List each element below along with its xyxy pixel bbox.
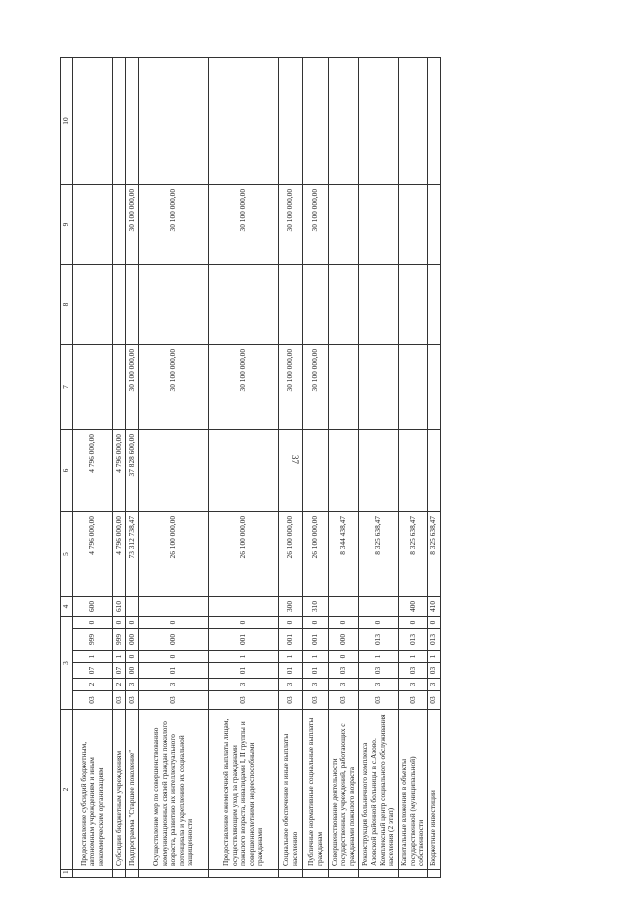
code-part-cell: 0	[113, 616, 126, 628]
code-part-cell: 001	[303, 629, 329, 651]
code-part-cell: 013	[399, 629, 428, 651]
row-name-cell: Реконструкция больничного комплекса Азовской районной больницы в с.Азово. Комплексный центр социального обслуживания населения (2 этап)	[359, 710, 399, 870]
amount-c9-cell	[329, 184, 359, 264]
expense-type-cell: 300	[279, 596, 303, 616]
amount-c5-cell: 26 100 000,00	[209, 511, 279, 596]
row-name-cell: Социальное обеспечение и иные выплаты населению	[279, 710, 303, 870]
header-cell: 2	[61, 710, 73, 870]
amount-c10-cell	[399, 57, 428, 184]
row-marker-cell	[73, 870, 113, 878]
row-name-cell: Публичные нормативные социальные выплаты гражданам	[303, 710, 329, 870]
amount-c5-cell: 26 100 000,00	[303, 511, 329, 596]
amount-c6-cell	[359, 429, 399, 511]
code-part-cell: 03	[279, 691, 303, 710]
code-part-cell: 1	[359, 651, 399, 663]
amount-c7-cell	[113, 344, 126, 429]
code-part-cell: 999	[113, 629, 126, 651]
code-part-cell: 2	[113, 679, 126, 691]
amount-c10-cell	[126, 57, 139, 184]
code-part-cell: 3	[399, 679, 428, 691]
code-part-cell: 3	[139, 679, 209, 691]
row-marker-cell	[113, 870, 126, 878]
amount-c8-cell	[427, 264, 440, 344]
amount-c5-cell: 8 325 638,47	[399, 511, 428, 596]
table-row	[329, 57, 359, 877]
amount-c10-cell	[113, 57, 126, 184]
amount-c10-cell	[427, 57, 440, 184]
row-marker-cell	[329, 870, 359, 878]
code-part-cell: 07	[73, 663, 113, 679]
code-part-cell: 000	[139, 629, 209, 651]
code-part-cell: 3	[303, 679, 329, 691]
expense-type-cell	[209, 596, 279, 616]
code-part-cell: 03	[427, 691, 440, 710]
amount-c8-cell	[329, 264, 359, 344]
amount-c6-cell	[209, 429, 279, 511]
code-part-cell: 0	[139, 651, 209, 663]
amount-c5-cell: 26 100 000,00	[139, 511, 209, 596]
amount-c8-cell	[209, 264, 279, 344]
amount-c6-cell: 4 796 000,00	[113, 429, 126, 511]
amount-c8-cell	[279, 264, 303, 344]
table-row	[113, 57, 126, 877]
code-part-cell: 3	[209, 679, 279, 691]
code-part-cell: 2	[73, 679, 113, 691]
code-part-cell: 3	[359, 679, 399, 691]
code-part-cell: 1	[209, 651, 279, 663]
amount-c8-cell	[303, 264, 329, 344]
amount-c10-cell	[73, 57, 113, 184]
code-part-cell: 001	[209, 629, 279, 651]
table-row	[359, 57, 399, 877]
row-marker-cell	[126, 870, 139, 878]
expense-type-cell	[329, 596, 359, 616]
amount-c7-cell	[399, 344, 428, 429]
header-cell: 3	[61, 616, 73, 709]
amount-c5-cell: 26 100 000,00	[279, 511, 303, 596]
amount-c6-cell: 4 796 000,00	[73, 429, 113, 511]
code-part-cell: 0	[73, 616, 113, 628]
code-part-cell: 03	[113, 691, 126, 710]
amount-c7-cell	[329, 344, 359, 429]
amount-c6-cell	[139, 429, 209, 511]
amount-c9-cell	[113, 184, 126, 264]
amount-c8-cell	[126, 264, 139, 344]
amount-c7-cell	[73, 344, 113, 429]
code-part-cell: 1	[279, 651, 303, 663]
expense-type-cell: 610	[113, 596, 126, 616]
amount-c6-cell: 37 828 600,00	[126, 429, 139, 511]
code-part-cell: 0	[126, 616, 139, 628]
amount-c6-cell	[279, 429, 303, 511]
row-name-cell: Капитальные вложения в объекты государственной (муниципальной) собственности	[399, 710, 428, 870]
header-cell: 7	[61, 344, 73, 429]
header-cell: 10	[61, 57, 73, 184]
code-part-cell: 1	[303, 651, 329, 663]
amount-c8-cell	[359, 264, 399, 344]
amount-c7-cell: 30 100 000,00	[209, 344, 279, 429]
table-row	[399, 57, 428, 877]
amount-c6-cell	[303, 429, 329, 511]
table-row	[73, 57, 113, 877]
code-part-cell: 03	[73, 691, 113, 710]
code-part-cell: 03	[329, 663, 359, 679]
amount-c9-cell: 30 100 000,00	[303, 184, 329, 264]
table-row	[126, 57, 139, 877]
code-part-cell: 01	[139, 663, 209, 679]
code-part-cell: 0	[427, 616, 440, 628]
row-marker-cell	[359, 870, 399, 878]
header-cell: 6	[61, 429, 73, 511]
header-cell: 4	[61, 596, 73, 616]
row-name-cell: Совершенствование деятельности государственных учреждений, работающих с гражданами пожилого возраста	[329, 710, 359, 870]
amount-c7-cell	[427, 344, 440, 429]
amount-c5-cell: 73 312 738,47	[126, 511, 139, 596]
amount-c5-cell: 8 325 638,47	[427, 511, 440, 596]
code-part-cell: 000	[329, 629, 359, 651]
amount-c9-cell: 30 100 000,00	[279, 184, 303, 264]
row-marker-cell	[399, 870, 428, 878]
header-row	[61, 57, 73, 877]
amount-c7-cell: 30 100 000,00	[279, 344, 303, 429]
amount-c8-cell	[73, 264, 113, 344]
amount-c10-cell	[303, 57, 329, 184]
code-part-cell: 01	[279, 663, 303, 679]
expense-type-cell	[359, 596, 399, 616]
code-part-cell: 1	[399, 651, 428, 663]
code-part-cell: 0	[399, 616, 428, 628]
code-part-cell: 03	[329, 691, 359, 710]
row-name-cell: Предоставление ежемесячной выплаты лицам, осуществляющим уход за гражданами пожилого возраста, инвалидами I, II группы и совершеннолетними недееспособными гражданами	[209, 710, 279, 870]
code-part-cell: 0	[329, 651, 359, 663]
table-row	[209, 57, 279, 877]
row-name-cell: Подпрограмма "Старшее поколение"	[126, 710, 139, 870]
row-marker-cell	[209, 870, 279, 878]
amount-c8-cell	[113, 264, 126, 344]
code-part-cell: 000	[126, 629, 139, 651]
amount-c5-cell: 4 796 000,00	[113, 511, 126, 596]
code-part-cell: 03	[427, 663, 440, 679]
amount-c6-cell	[427, 429, 440, 511]
amount-c9-cell: 30 100 000,00	[139, 184, 209, 264]
amount-c9-cell	[399, 184, 428, 264]
header-cell: 8	[61, 264, 73, 344]
amount-c10-cell	[359, 57, 399, 184]
code-part-cell: 0	[126, 651, 139, 663]
expense-type-cell: 310	[303, 596, 329, 616]
amount-c7-cell: 30 100 000,00	[126, 344, 139, 429]
code-part-cell: 999	[73, 629, 113, 651]
expense-type-cell	[126, 596, 139, 616]
expense-type-cell: 400	[399, 596, 428, 616]
code-part-cell: 03	[359, 663, 399, 679]
code-part-cell: 3	[427, 679, 440, 691]
code-part-cell: 03	[303, 691, 329, 710]
code-part-cell: 3	[329, 679, 359, 691]
table-row	[279, 57, 303, 877]
expense-type-cell: 600	[73, 596, 113, 616]
code-part-cell: 1	[113, 651, 126, 663]
amount-c10-cell	[139, 57, 209, 184]
code-part-cell: 001	[279, 629, 303, 651]
amount-c8-cell	[399, 264, 428, 344]
amount-c9-cell	[427, 184, 440, 264]
code-part-cell: 03	[126, 691, 139, 710]
amount-c7-cell: 30 100 000,00	[139, 344, 209, 429]
budget-table	[60, 57, 441, 878]
code-part-cell: 013	[427, 629, 440, 651]
code-part-cell: 00	[126, 663, 139, 679]
amount-c9-cell: 30 100 000,00	[126, 184, 139, 264]
expense-type-cell: 410	[427, 596, 440, 616]
code-part-cell: 0	[359, 616, 399, 628]
amount-c8-cell	[139, 264, 209, 344]
code-part-cell: 03	[399, 663, 428, 679]
row-name-cell: Субсидии бюджетным учреждениям	[113, 710, 126, 870]
code-part-cell: 03	[209, 691, 279, 710]
amount-c5-cell: 4 796 000,00	[73, 511, 113, 596]
amount-c5-cell: 8 325 638,47	[359, 511, 399, 596]
amount-c5-cell: 8 344 438,47	[329, 511, 359, 596]
code-part-cell: 0	[329, 616, 359, 628]
table-row	[427, 57, 440, 877]
page-number: 37	[290, 455, 300, 464]
amount-c6-cell	[399, 429, 428, 511]
row-marker-cell	[427, 870, 440, 878]
code-part-cell: 0	[209, 616, 279, 628]
code-part-cell: 01	[209, 663, 279, 679]
amount-c10-cell	[279, 57, 303, 184]
amount-c7-cell	[359, 344, 399, 429]
header-cell: 1	[61, 870, 73, 878]
code-part-cell: 0	[279, 616, 303, 628]
expense-type-cell	[139, 596, 209, 616]
code-part-cell: 3	[279, 679, 303, 691]
code-part-cell: 3	[126, 679, 139, 691]
amount-c9-cell	[73, 184, 113, 264]
amount-c10-cell	[209, 57, 279, 184]
row-marker-cell	[279, 870, 303, 878]
amount-c6-cell	[329, 429, 359, 511]
amount-c9-cell	[359, 184, 399, 264]
code-part-cell: 01	[303, 663, 329, 679]
row-name-cell: Бюджетные инвестиции	[427, 710, 440, 870]
code-part-cell: 0	[303, 616, 329, 628]
code-part-cell: 013	[359, 629, 399, 651]
row-name-cell: Осуществление мер по совершенствованию коммуникационных связей граждан пожилого возраста, развитию их интеллектуального потенциала и укреплению их социальной защищенности	[139, 710, 209, 870]
code-part-cell: 03	[359, 691, 399, 710]
header-cell: 9	[61, 184, 73, 264]
amount-c10-cell	[329, 57, 359, 184]
table-row	[139, 57, 209, 877]
amount-c7-cell: 30 100 000,00	[303, 344, 329, 429]
amount-c9-cell: 30 100 000,00	[209, 184, 279, 264]
table-row	[303, 57, 329, 877]
row-marker-cell	[139, 870, 209, 878]
code-part-cell: 03	[399, 691, 428, 710]
row-marker-cell	[303, 870, 329, 878]
budget-table-rotated	[60, 58, 470, 878]
code-part-cell: 0	[139, 616, 209, 628]
code-part-cell: 07	[113, 663, 126, 679]
row-name-cell: Предоставление субсидий бюджетным, автономным учреждениям и иным некоммерческим организациям	[73, 710, 113, 870]
header-cell: 5	[61, 511, 73, 596]
code-part-cell: 1	[73, 651, 113, 663]
code-part-cell: 03	[139, 691, 209, 710]
code-part-cell: 1	[427, 651, 440, 663]
